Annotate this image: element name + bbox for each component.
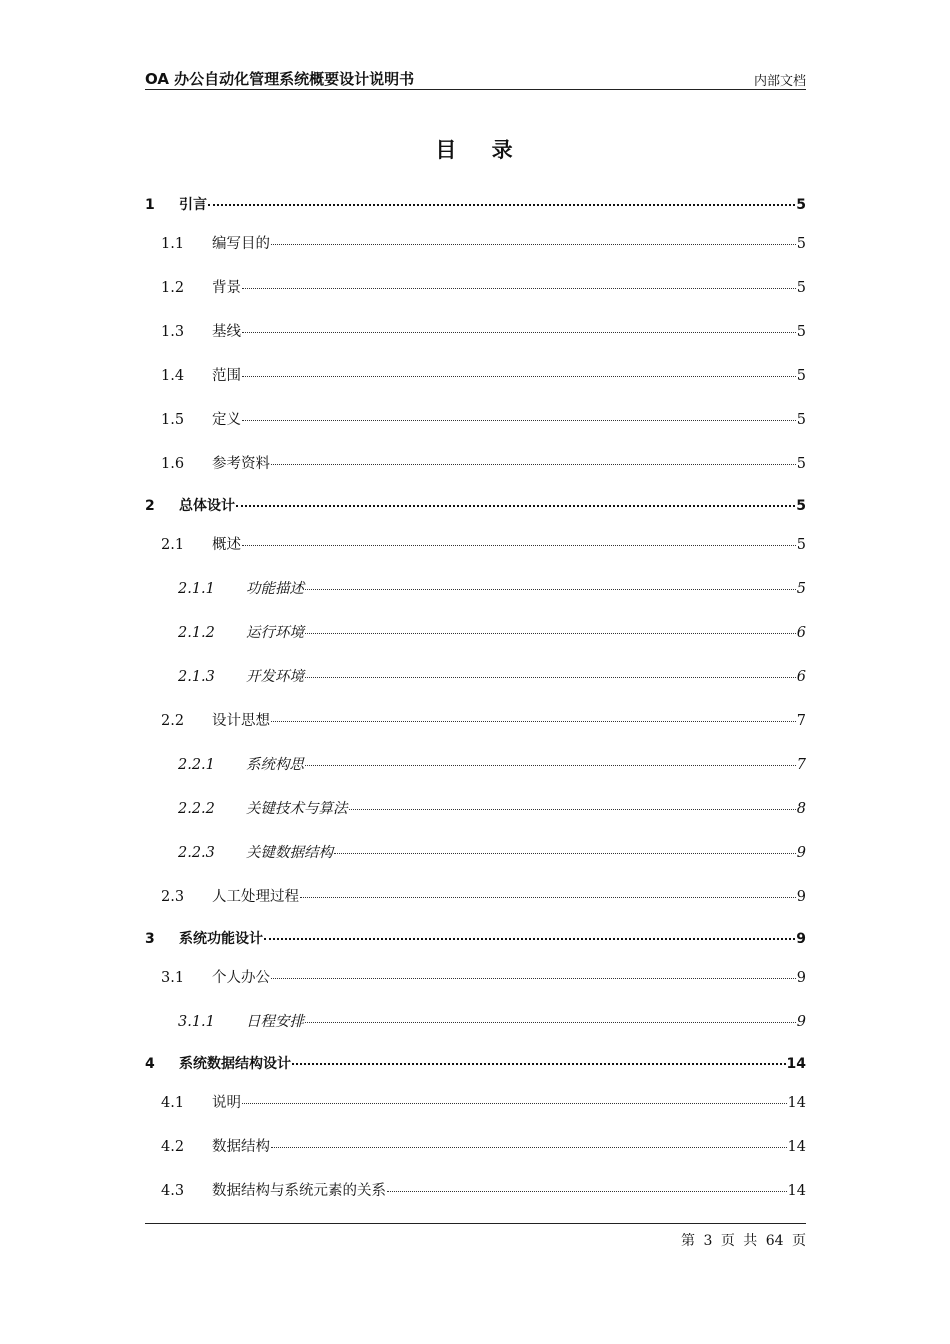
toc-dot-leader — [292, 1063, 786, 1065]
toc-dot-leader — [271, 978, 796, 979]
toc-entry-page: 14 — [787, 1139, 806, 1155]
toc-entry-number: 2.2 — [161, 713, 185, 729]
toc-entry-number: 2.2.2 — [178, 801, 215, 817]
toc-entry-number: 2 — [145, 498, 155, 514]
toc-entry-label: 设计思想 — [212, 713, 270, 729]
toc-entry[interactable] — [145, 276, 806, 298]
toc-entry[interactable] — [145, 1179, 806, 1201]
toc-entry-page: 5 — [796, 280, 806, 296]
toc-dot-leader — [242, 420, 796, 421]
toc-entry-page: 7 — [796, 757, 806, 773]
toc-entry-page: 5 — [796, 581, 806, 597]
toc-entry-label: 系统构思 — [246, 757, 304, 773]
toc-entry-label: 人工处理过程 — [212, 889, 299, 905]
toc-dot-leader — [264, 938, 795, 940]
toc-entry-number: 1.2 — [161, 280, 185, 296]
toc-entry-page: 5 — [796, 236, 806, 252]
toc-entry[interactable] — [145, 841, 806, 863]
toc-entry-number: 2.1 — [161, 537, 185, 553]
toc-entry-number: 1 — [145, 197, 155, 213]
toc-entry-page: 14 — [786, 1056, 806, 1072]
toc-entry-label: 总体设计 — [179, 498, 235, 514]
toc-entry-label: 功能描述 — [246, 581, 304, 597]
toc-entry-page: 9 — [796, 970, 806, 986]
toc-entry-label: 运行环境 — [246, 625, 304, 641]
toc-entry-label: 开发环境 — [246, 669, 304, 685]
toc-entry-page: 5 — [796, 498, 806, 514]
toc-entry-label: 基线 — [212, 324, 241, 340]
toc-entry[interactable] — [145, 232, 806, 254]
toc-entry[interactable] — [145, 1091, 806, 1113]
toc-dot-leader — [242, 545, 796, 546]
toc-dot-leader — [242, 288, 796, 289]
toc-entry[interactable] — [145, 495, 806, 517]
toc-entry-page: 5 — [796, 537, 806, 553]
toc-entry[interactable] — [145, 533, 806, 555]
toc-dot-leader — [236, 505, 795, 507]
toc-entry-page: 14 — [787, 1095, 806, 1111]
toc-entry-page: 9 — [796, 845, 806, 861]
toc-entry-label: 定义 — [212, 412, 241, 428]
toc-entry[interactable] — [145, 408, 806, 430]
toc-entry-number: 1.3 — [161, 324, 185, 340]
toc-entry-page: 5 — [796, 412, 806, 428]
toc-entry-number: 2.1.2 — [178, 625, 215, 641]
toc-entry-label: 说明 — [212, 1095, 241, 1111]
toc-dot-leader — [387, 1191, 787, 1192]
toc-entry-page: 5 — [796, 456, 806, 472]
toc-entry[interactable] — [145, 194, 806, 216]
toc-dot-leader — [349, 809, 796, 810]
toc-heading — [0, 134, 950, 164]
toc-entry-label: 个人办公 — [212, 970, 270, 986]
toc-entry-number: 2.2.1 — [178, 757, 215, 773]
toc-dot-leader — [208, 204, 795, 206]
toc-dot-leader — [305, 1022, 796, 1023]
toc-dot-leader — [271, 1147, 787, 1148]
toc-entry-number: 4.3 — [161, 1183, 185, 1199]
toc-entry-number: 2.1.1 — [178, 581, 215, 597]
toc-entry-label: 参考资料 — [212, 456, 270, 472]
toc-entry-label: 系统数据结构设计 — [179, 1056, 291, 1072]
toc-entry-number: 3.1 — [161, 970, 185, 986]
toc-entry[interactable] — [145, 753, 806, 775]
toc-entry-number: 2.2.3 — [178, 845, 215, 861]
toc-entry-number: 4.2 — [161, 1139, 185, 1155]
toc-entry-page: 5 — [796, 324, 806, 340]
toc-entry[interactable] — [145, 320, 806, 342]
toc-entry[interactable] — [145, 966, 806, 988]
toc-entry-page: 9 — [796, 931, 806, 947]
toc-dot-leader — [305, 677, 796, 678]
toc-entry-label: 关键数据结构 — [246, 845, 333, 861]
toc-dot-leader — [305, 765, 796, 766]
toc-entry-page: 6 — [796, 625, 806, 641]
document-title: OA 办公自动化管理系统概要设计说明书 — [145, 70, 415, 88]
page-footer — [145, 1223, 806, 1248]
toc-entry[interactable] — [145, 577, 806, 599]
toc-entry-page: 8 — [796, 801, 806, 817]
toc-dot-leader — [242, 332, 796, 333]
toc-dot-leader — [271, 244, 796, 245]
toc-entry[interactable] — [145, 1010, 806, 1032]
toc-entry-page: 9 — [796, 889, 806, 905]
toc-entry[interactable] — [145, 364, 806, 386]
toc-entry-label: 引言 — [179, 197, 207, 213]
toc-entry-page: 5 — [796, 197, 806, 213]
toc-entry[interactable] — [145, 797, 806, 819]
toc-dot-leader — [305, 589, 796, 590]
toc-entry[interactable] — [145, 621, 806, 643]
toc-dot-leader — [305, 633, 796, 634]
toc-dot-leader — [242, 376, 796, 377]
toc-entry[interactable] — [145, 452, 806, 474]
toc-dot-leader — [300, 897, 796, 898]
toc-entry-number: 3.1.1 — [178, 1014, 215, 1030]
toc-entry-label: 概述 — [212, 537, 241, 553]
toc-entry[interactable] — [145, 1135, 806, 1157]
toc-entry-number: 2.1.3 — [178, 669, 215, 685]
toc-entry-number: 4 — [145, 1056, 155, 1072]
classification-label: 内部文档 — [753, 74, 806, 89]
toc-entry-page: 9 — [796, 1014, 806, 1030]
toc-entry-label: 范围 — [212, 368, 241, 384]
toc-entry-label: 编写目的 — [212, 236, 270, 252]
toc-entry[interactable] — [145, 885, 806, 907]
toc-entry-page: 7 — [796, 713, 806, 729]
toc-entry[interactable] — [145, 709, 806, 731]
toc-dot-leader — [271, 721, 796, 722]
toc-entry-number: 3 — [145, 931, 155, 947]
toc-entry-number: 1.1 — [161, 236, 185, 252]
toc-entry-number: 2.3 — [161, 889, 185, 905]
toc-entry[interactable] — [145, 928, 806, 950]
toc-heading-char: 录 — [491, 138, 515, 162]
toc-entry-page: 6 — [796, 669, 806, 685]
page-header — [145, 68, 806, 90]
toc-entry-page: 14 — [787, 1183, 806, 1199]
toc-entry-number: 1.6 — [161, 456, 185, 472]
toc-dot-leader — [271, 464, 796, 465]
toc-entry-label: 系统功能设计 — [179, 931, 263, 947]
toc-entry-label: 数据结构与系统元素的关系 — [212, 1183, 386, 1199]
toc-entry-label: 关键技术与算法 — [246, 801, 348, 817]
toc-dot-leader — [334, 853, 796, 854]
toc-entry-number: 1.5 — [161, 412, 185, 428]
toc-entry-page: 5 — [796, 368, 806, 384]
toc-entry-label: 数据结构 — [212, 1139, 270, 1155]
toc-entry-label: 日程安排 — [246, 1014, 304, 1030]
toc-entry-label: 背景 — [212, 280, 241, 296]
toc-entry-number: 4.1 — [161, 1095, 185, 1111]
toc-entry-number: 1.4 — [161, 368, 185, 384]
toc-dot-leader — [242, 1103, 787, 1104]
toc-entry[interactable] — [145, 1053, 806, 1075]
page-number: 第 3 页 共 64 页 — [681, 1233, 806, 1249]
toc-heading-char: 目 — [435, 138, 459, 162]
toc-entry[interactable] — [145, 665, 806, 687]
